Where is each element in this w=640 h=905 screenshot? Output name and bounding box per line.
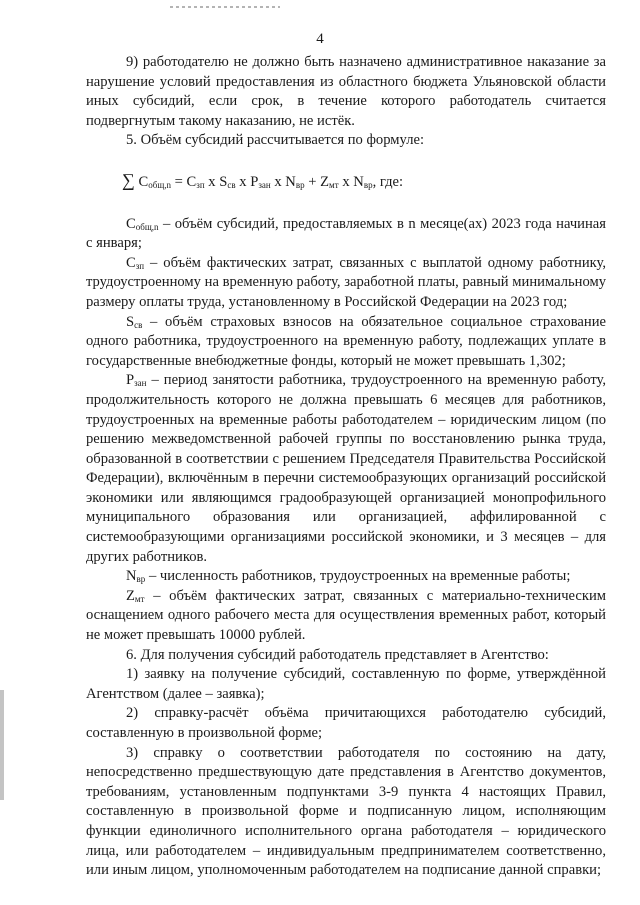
definition-text: – численность работников, трудоустроенных на временные работы; xyxy=(145,568,571,585)
formula-subscript: вр xyxy=(363,179,373,190)
formula-operator: + xyxy=(304,173,321,190)
formula-term: N xyxy=(353,173,364,190)
formula-term: C xyxy=(138,173,149,190)
definition-n-workers xyxy=(86,567,606,587)
definition-symbol: C xyxy=(126,254,136,271)
formula-operator: = xyxy=(171,173,187,190)
definition-symbol: C xyxy=(126,215,136,232)
formula-operator: x xyxy=(235,173,251,190)
formula-subscript: общ,n xyxy=(148,179,171,190)
definition-subscript: общ,n xyxy=(135,221,159,232)
definition-s-insurance xyxy=(86,313,606,372)
formula-subscript: св xyxy=(227,179,236,190)
list-item-compliance-certificate: 3) справку о соответствии работодателя по состоянию на дату, непосредственно предшествующую дате представления в Агентство документов, требованиям, установленным подпунктами 3-9 пункта 4 настоящих Правил, составленную в произвольной форме и подписанную лицом, исполняющим функции единоличного исполнительного органа работодателя – юридического лица, или работодателем – индивидуальным предпринимателем соответственно, или иным лицом, уполномоченным работодателем на подписание данной справки; xyxy=(86,744,606,879)
definition-c-total xyxy=(86,215,606,254)
formula-operator: x xyxy=(338,173,354,190)
formula-term: N xyxy=(285,173,296,190)
list-item-application: 1) заявку на получение субсидий, составленную по форме, утверждённой Агентством (далее – заявка); xyxy=(86,666,606,702)
definition-subscript: зан xyxy=(134,378,147,389)
sigma-symbol: ∑ xyxy=(122,169,135,190)
definition-symbol: S xyxy=(126,313,135,330)
definition-subscript: мт xyxy=(134,593,145,604)
definition-text: – объём фактических затрат, связанных с выплатой одному работнику, трудоустроенному на временную работу, заработной платы, равный минимальному размеру оплаты труда, установленному в Российской Федерации на 2023 год; xyxy=(86,254,606,310)
subsidy-formula xyxy=(86,171,606,193)
definition-subscript: св xyxy=(134,319,143,330)
definition-symbol: P xyxy=(126,372,135,389)
definition-text: – объём страховых взносов на обязательное социальное страхование одного работника, трудоустроенного на временную работу, подлежащих уплате в государственные внебюджетные фонды, который не может превышать 1,302; xyxy=(86,313,606,369)
formula-term: S xyxy=(219,173,228,190)
scan-artifact-top xyxy=(170,6,280,8)
document-body xyxy=(86,53,606,881)
definition-subscript: зп xyxy=(135,260,145,271)
formula-subscript: зп xyxy=(196,179,205,190)
definition-text: – период занятости работника, трудоустроенного на временную работу, продолжительность которого не должна превышать 6 месяцев для работников, трудоустроенных на временные работы работодателем – юридическим лицом (по решению межведомственной рабочей группы по восстановлению рынка труда, образованной в соответствии с решением Председателя Правительства Российской Федерации), включённым в перечни системообразующих организаций российской экономики или являющимся градообразующей организацией монопрофильного муниципального образования или организацией, аффилированной с системообразующими организациями российской экономики, и 3 месяцев – для других работников. xyxy=(86,372,606,565)
formula-subscript: вр xyxy=(295,179,305,190)
formula-operator: x xyxy=(270,173,286,190)
definition-symbol: N xyxy=(126,568,137,585)
definition-c-wage xyxy=(86,254,606,313)
formula-term: P xyxy=(250,173,259,190)
paragraph-item-9: 9) работодателю не должно быть назначено административное наказание за нарушение условий предоставления из областного бюджета Ульяновской области иных субсидий, если срок, в течение которого работодатель считается подвергнутым такому наказанию, не истёк. xyxy=(86,54,606,129)
definition-text: – объём субсидий, предоставляемых в n месяце(ах) 2023 года начиная с января; xyxy=(86,215,606,252)
formula-tail: , где: xyxy=(372,173,404,190)
formula-term: C xyxy=(186,173,197,190)
definition-subscript: вр xyxy=(136,574,146,585)
definition-p-period xyxy=(86,371,606,567)
formula-term: Z xyxy=(320,173,330,190)
definition-z-equipment xyxy=(86,587,606,646)
definition-symbol: Z xyxy=(126,587,135,604)
paragraph-5: 5. Объём субсидий рассчитывается по формуле: xyxy=(126,132,425,149)
formula-subscript: мт xyxy=(329,179,339,190)
definition-text: – объём фактических затрат, связанных с материально-техническим оснащением одного рабочего места для осуществления временных работ, который не может превышать 10000 рублей. xyxy=(86,587,606,644)
formula-subscript: зан xyxy=(258,179,271,190)
formula-operator: x xyxy=(204,173,220,190)
scan-artifact-left xyxy=(0,690,4,800)
paragraph-6: 6. Для получения субсидий работодатель представляет в Агентство: xyxy=(126,646,549,663)
list-item-calculation: 2) справку-расчёт объёма причитающихся работодателю субсидий, составленную в произвольной форме; xyxy=(86,705,606,741)
page-number: 4 xyxy=(316,31,324,47)
